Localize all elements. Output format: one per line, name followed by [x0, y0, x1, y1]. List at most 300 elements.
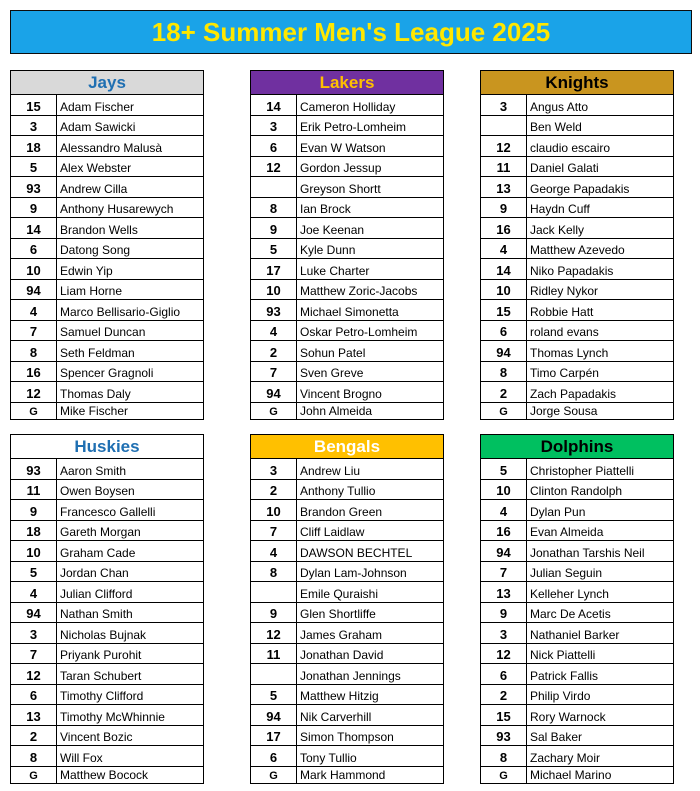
- player-name: Marc De Acetis: [530, 607, 611, 621]
- jersey-number: 15: [481, 705, 527, 725]
- player-row: [251, 136, 443, 157]
- jersey-number: 5: [11, 157, 57, 177]
- player-row: [481, 767, 673, 783]
- player-name: Nik Carverhill: [300, 709, 372, 724]
- jersey-number: 12: [11, 664, 57, 684]
- player-row: [251, 198, 443, 219]
- league-title: 18+ Summer Men's League 2025: [151, 16, 551, 47]
- jersey-number: 15: [481, 300, 527, 320]
- player-name: Taran Schubert: [60, 668, 142, 683]
- jersey-number: 9: [481, 603, 527, 623]
- player-name: Matthew Zoric-Jacobs: [300, 284, 418, 298]
- player-row: [251, 218, 443, 239]
- jersey-number: 6: [11, 239, 57, 259]
- player-row: [481, 746, 673, 767]
- jersey-number: 15: [11, 95, 57, 115]
- player-row: [11, 321, 203, 342]
- jersey-number: 7: [11, 644, 57, 664]
- player-row: [11, 562, 203, 583]
- jersey-number: 3: [251, 459, 297, 479]
- jersey-number: 8: [481, 362, 527, 382]
- jersey-number: 4: [481, 500, 527, 520]
- player-row: [251, 321, 443, 342]
- player-row: [251, 480, 443, 501]
- player-row: [251, 300, 443, 321]
- player-row: [481, 603, 673, 624]
- player-row: [251, 562, 443, 583]
- player-row: [11, 541, 203, 562]
- player-row: [11, 746, 203, 767]
- jersey-number: 8: [251, 198, 297, 218]
- player-row: [11, 685, 203, 706]
- jersey-number: G: [481, 403, 527, 419]
- jersey-number: 93: [11, 459, 57, 479]
- team-name: Jays: [88, 72, 126, 92]
- player-row: [251, 705, 443, 726]
- player-name: Nicholas Bujnak: [60, 627, 147, 642]
- jersey-number: 10: [11, 541, 57, 561]
- team-name: Bengals: [313, 436, 381, 456]
- player-name: Anthony Husarewych: [60, 202, 174, 216]
- player-name: Gordon Jessup: [300, 161, 382, 175]
- jersey-number: 93: [251, 300, 297, 320]
- jersey-number: 4: [251, 541, 297, 561]
- player-row: [251, 382, 443, 403]
- player-name: Adam Sawicki: [60, 120, 136, 134]
- player-name: Oskar Petro-Lomheim: [300, 325, 418, 339]
- player-name: Angus Atto: [530, 99, 589, 114]
- player-row: [481, 726, 673, 747]
- jersey-number: 10: [11, 259, 57, 279]
- player-name: Alex Webster: [60, 161, 132, 175]
- player-row: [251, 644, 443, 665]
- jersey-number: 11: [251, 644, 297, 664]
- player-row: [481, 382, 673, 403]
- player-name: Philip Virdo: [530, 689, 591, 703]
- player-name: Will Fox: [60, 750, 103, 765]
- player-row: [481, 521, 673, 542]
- player-row: [251, 362, 443, 383]
- jersey-number: 93: [481, 726, 527, 746]
- team-name: Lakers: [319, 72, 375, 92]
- player-row: [481, 459, 673, 480]
- jersey-number: 2: [11, 726, 57, 746]
- player-row: [251, 459, 443, 480]
- jersey-number: 7: [251, 362, 297, 382]
- jersey-number: 3: [481, 623, 527, 643]
- player-row: [481, 664, 673, 685]
- player-row: [11, 362, 203, 383]
- player-name: Sal Baker: [530, 730, 583, 744]
- player-name: Thomas Daly: [60, 386, 131, 401]
- player-name: Patrick Fallis: [530, 668, 599, 683]
- team-header: [251, 435, 443, 459]
- team-table-bengals: [250, 434, 444, 784]
- player-row: [11, 767, 203, 783]
- jersey-number: 10: [251, 500, 297, 520]
- player-row: [481, 321, 673, 342]
- jersey-number: [251, 582, 297, 602]
- jersey-number: 6: [481, 321, 527, 341]
- jersey-number: 94: [481, 341, 527, 361]
- jersey-number: 7: [11, 321, 57, 341]
- player-name: Mark Hammond: [300, 767, 386, 782]
- player-name: Sven Greve: [300, 366, 364, 380]
- jersey-number: 16: [481, 521, 527, 541]
- player-row: [251, 403, 443, 419]
- jersey-number: 17: [251, 726, 297, 746]
- player-row: [481, 259, 673, 280]
- player-name: George Papadakis: [530, 181, 630, 196]
- jersey-number: 4: [481, 239, 527, 259]
- player-row: [481, 218, 673, 239]
- player-row: [481, 541, 673, 562]
- player-name: Matthew Azevedo: [530, 243, 625, 257]
- player-row: [251, 341, 443, 362]
- player-name: Mike Fischer: [60, 403, 129, 418]
- player-row: [11, 459, 203, 480]
- player-row: [481, 480, 673, 501]
- player-name: Adam Fischer: [60, 99, 135, 114]
- player-name: Samuel Duncan: [60, 325, 146, 339]
- team-name: Dolphins: [540, 436, 614, 456]
- player-name: Nathan Smith: [60, 607, 133, 621]
- player-row: [11, 177, 203, 198]
- jersey-number: 14: [11, 218, 57, 238]
- player-row: [251, 582, 443, 603]
- player-row: [11, 623, 203, 644]
- player-row: [481, 136, 673, 157]
- player-name: Jonathan Tarshis Neil: [530, 545, 645, 560]
- team-table-jays: [10, 70, 204, 420]
- player-name: Gareth Morgan: [60, 525, 141, 539]
- player-row: [11, 259, 203, 280]
- jersey-number: 12: [481, 136, 527, 156]
- jersey-number: 4: [11, 300, 57, 320]
- player-name: Glen Shortliffe: [300, 607, 376, 621]
- team-table-knights: [480, 70, 674, 420]
- player-name: Evan W Watson: [300, 140, 386, 155]
- team-name: Huskies: [74, 436, 140, 456]
- player-name: James Graham: [300, 627, 383, 642]
- player-row: [251, 500, 443, 521]
- jersey-number: G: [251, 403, 297, 419]
- player-row: [11, 664, 203, 685]
- player-name: Haydn Cuff: [530, 202, 590, 216]
- player-row: [11, 500, 203, 521]
- jersey-number: 8: [11, 746, 57, 766]
- jersey-number: 3: [251, 116, 297, 136]
- player-name: Zachary Moir: [530, 750, 601, 765]
- player-name: Jonathan David: [300, 648, 384, 662]
- jersey-number: 7: [251, 521, 297, 541]
- player-row: [251, 726, 443, 747]
- jersey-number: 14: [481, 259, 527, 279]
- player-row: [11, 403, 203, 419]
- player-name: Andrew Liu: [300, 463, 361, 478]
- jersey-number: 12: [251, 623, 297, 643]
- player-name: Brandon Wells: [60, 222, 138, 237]
- jersey-number: 94: [11, 603, 57, 623]
- player-name: Kelleher Lynch: [530, 586, 609, 601]
- player-name: Edwin Yip: [60, 263, 113, 278]
- player-name: Vincent Brogno: [300, 386, 382, 401]
- player-name: Spencer Gragnoli: [60, 366, 154, 380]
- player-name: Cliff Laidlaw: [300, 525, 365, 539]
- jersey-number: 2: [251, 341, 297, 361]
- player-name: Aaron Smith: [60, 463, 127, 478]
- jersey-number: 9: [251, 218, 297, 238]
- player-name: Owen Boysen: [60, 484, 135, 498]
- player-name: Evan Almeida: [530, 525, 604, 539]
- team-header: [251, 71, 443, 95]
- player-row: [11, 480, 203, 501]
- team-table-lakers: [250, 70, 444, 420]
- player-name: Dylan Lam-Johnson: [300, 566, 407, 580]
- player-name: Joe Keenan: [300, 222, 365, 237]
- player-row: [11, 603, 203, 624]
- jersey-number: [251, 177, 297, 197]
- player-name: Cameron Holliday: [300, 99, 396, 114]
- player-row: [481, 644, 673, 665]
- player-name: Ridley Nykor: [530, 284, 599, 298]
- player-row: [11, 280, 203, 301]
- player-name: Anthony Tullio: [300, 484, 376, 498]
- player-name: Ben Weld: [530, 120, 582, 134]
- player-name: John Almeida: [300, 403, 373, 418]
- player-name: Tony Tullio: [300, 750, 357, 765]
- player-name: Andrew Cilla: [60, 181, 128, 196]
- jersey-number: 4: [251, 321, 297, 341]
- player-name: Simon Thompson: [300, 730, 394, 744]
- jersey-number: 93: [11, 177, 57, 197]
- player-name: Ian Brock: [300, 202, 351, 216]
- player-row: [481, 403, 673, 419]
- jersey-number: 5: [251, 239, 297, 259]
- player-row: [11, 521, 203, 542]
- player-name: Erik Petro-Lomheim: [300, 120, 407, 134]
- player-name: Jorge Sousa: [530, 403, 598, 418]
- player-row: [11, 582, 203, 603]
- team-name: Knights: [545, 72, 609, 92]
- jersey-number: 9: [11, 500, 57, 520]
- player-name: Michael Marino: [530, 767, 612, 782]
- jersey-number: 5: [11, 562, 57, 582]
- player-row: [11, 218, 203, 239]
- jersey-number: 3: [481, 95, 527, 115]
- player-name: Marco Bellisario-Giglio: [60, 304, 181, 319]
- jersey-number: 8: [481, 746, 527, 766]
- player-name: Thomas Lynch: [530, 345, 609, 360]
- player-row: [481, 685, 673, 706]
- jersey-number: 5: [251, 685, 297, 705]
- player-name: Sohun Patel: [300, 345, 366, 360]
- jersey-number: 6: [251, 136, 297, 156]
- player-name: Luke Charter: [300, 263, 370, 278]
- player-name: Priyank Purohit: [60, 648, 142, 662]
- player-row: [251, 157, 443, 178]
- team-header: [481, 435, 673, 459]
- player-name: Jonathan Jennings: [300, 668, 401, 683]
- jersey-number: 94: [481, 541, 527, 561]
- jersey-number: 18: [11, 136, 57, 156]
- jersey-number: 9: [251, 603, 297, 623]
- player-row: [251, 603, 443, 624]
- jersey-number: 12: [11, 382, 57, 402]
- jersey-number: 11: [481, 157, 527, 177]
- team-header: [481, 71, 673, 95]
- jersey-number: 8: [11, 341, 57, 361]
- player-row: [251, 239, 443, 260]
- player-name: Daniel Galati: [530, 161, 599, 175]
- jersey-number: 12: [251, 157, 297, 177]
- player-row: [11, 239, 203, 260]
- player-row: [481, 280, 673, 301]
- player-row: [11, 136, 203, 157]
- player-name: Zach Papadakis: [530, 386, 617, 401]
- player-row: [481, 705, 673, 726]
- jersey-number: 13: [481, 582, 527, 602]
- player-name: Seth Feldman: [60, 345, 135, 360]
- team-header: [11, 435, 203, 459]
- player-name: claudio escairo: [530, 140, 611, 155]
- player-row: [481, 95, 673, 116]
- jersey-number: 18: [11, 521, 57, 541]
- player-row: [251, 521, 443, 542]
- player-name: Robbie Hatt: [530, 304, 594, 319]
- player-row: [481, 623, 673, 644]
- player-name: Kyle Dunn: [300, 243, 356, 257]
- player-row: [481, 362, 673, 383]
- player-row: [251, 116, 443, 137]
- player-row: [481, 562, 673, 583]
- player-name: Christopher Piattelli: [530, 463, 635, 478]
- jersey-number: 17: [251, 259, 297, 279]
- player-name: Matthew Hitzig: [300, 689, 379, 703]
- jersey-number: 8: [251, 562, 297, 582]
- jersey-number: 2: [481, 382, 527, 402]
- player-name: DAWSON BECHTEL: [300, 545, 413, 560]
- player-name: Rory Warnock: [530, 709, 606, 724]
- jersey-number: 2: [251, 480, 297, 500]
- player-name: Timo Carpén: [530, 366, 599, 380]
- player-row: [481, 116, 673, 137]
- jersey-number: 12: [481, 644, 527, 664]
- player-name: Jordan Chan: [60, 566, 129, 580]
- jersey-number: 14: [251, 95, 297, 115]
- player-name: Niko Papadakis: [530, 263, 614, 278]
- player-name: Nick Piattelli: [530, 648, 596, 662]
- player-row: [251, 746, 443, 767]
- jersey-number: 10: [251, 280, 297, 300]
- jersey-number: 11: [11, 480, 57, 500]
- player-row: [481, 157, 673, 178]
- player-name: Nathaniel Barker: [530, 627, 620, 642]
- jersey-number: 13: [11, 705, 57, 725]
- jersey-number: 13: [481, 177, 527, 197]
- player-row: [11, 644, 203, 665]
- player-row: [11, 705, 203, 726]
- player-name: Julian Clifford: [60, 586, 133, 601]
- player-row: [481, 177, 673, 198]
- jersey-number: 6: [481, 664, 527, 684]
- jersey-number: 2: [481, 685, 527, 705]
- jersey-number: 16: [11, 362, 57, 382]
- player-name: Matthew Bocock: [60, 767, 149, 782]
- team-header: [11, 71, 203, 95]
- jersey-number: 94: [251, 705, 297, 725]
- jersey-number: 16: [481, 218, 527, 238]
- player-row: [11, 300, 203, 321]
- player-row: [481, 500, 673, 521]
- jersey-number: 94: [11, 280, 57, 300]
- player-name: roland evans: [530, 325, 599, 339]
- jersey-number: G: [11, 767, 57, 783]
- player-row: [11, 726, 203, 747]
- jersey-number: G: [11, 403, 57, 419]
- player-name: Greyson Shortt: [300, 181, 381, 196]
- jersey-number: G: [481, 767, 527, 783]
- player-row: [481, 300, 673, 321]
- jersey-number: [481, 116, 527, 136]
- jersey-number: 4: [11, 582, 57, 602]
- player-row: [481, 341, 673, 362]
- jersey-number: 9: [481, 198, 527, 218]
- player-name: Graham Cade: [60, 545, 136, 560]
- jersey-number: 6: [11, 685, 57, 705]
- player-row: [251, 685, 443, 706]
- player-name: Alessandro Malusà: [60, 140, 163, 155]
- player-row: [251, 280, 443, 301]
- jersey-number: 7: [481, 562, 527, 582]
- player-name: Julian Seguin: [530, 566, 603, 580]
- player-row: [251, 95, 443, 116]
- jersey-number: 10: [481, 280, 527, 300]
- player-name: Francesco Gallelli: [60, 504, 156, 519]
- player-row: [251, 177, 443, 198]
- player-name: Liam Horne: [60, 284, 123, 298]
- player-row: [481, 239, 673, 260]
- jersey-number: 3: [11, 116, 57, 136]
- player-name: Michael Simonetta: [300, 304, 399, 319]
- team-table-huskies: [10, 434, 204, 784]
- player-name: Vincent Bozic: [60, 730, 133, 744]
- player-row: [251, 259, 443, 280]
- jersey-number: 6: [251, 746, 297, 766]
- team-table-dolphins: [480, 434, 674, 784]
- jersey-number: 9: [11, 198, 57, 218]
- player-name: Timothy Clifford: [60, 689, 144, 703]
- player-row: [481, 198, 673, 219]
- player-row: [481, 582, 673, 603]
- jersey-number: 94: [251, 382, 297, 402]
- jersey-number: G: [251, 767, 297, 783]
- jersey-number: 5: [481, 459, 527, 479]
- player-row: [251, 767, 443, 783]
- player-row: [11, 157, 203, 178]
- player-name: Brandon Green: [300, 504, 383, 519]
- player-row: [251, 541, 443, 562]
- player-name: Emile Quraishi: [300, 586, 379, 601]
- player-row: [11, 198, 203, 219]
- player-row: [251, 623, 443, 644]
- player-row: [11, 116, 203, 137]
- jersey-number: 10: [481, 480, 527, 500]
- player-name: Timothy McWhinnie: [60, 709, 165, 724]
- league-title-banner: [10, 10, 692, 54]
- jersey-number: 3: [11, 623, 57, 643]
- jersey-number: [251, 664, 297, 684]
